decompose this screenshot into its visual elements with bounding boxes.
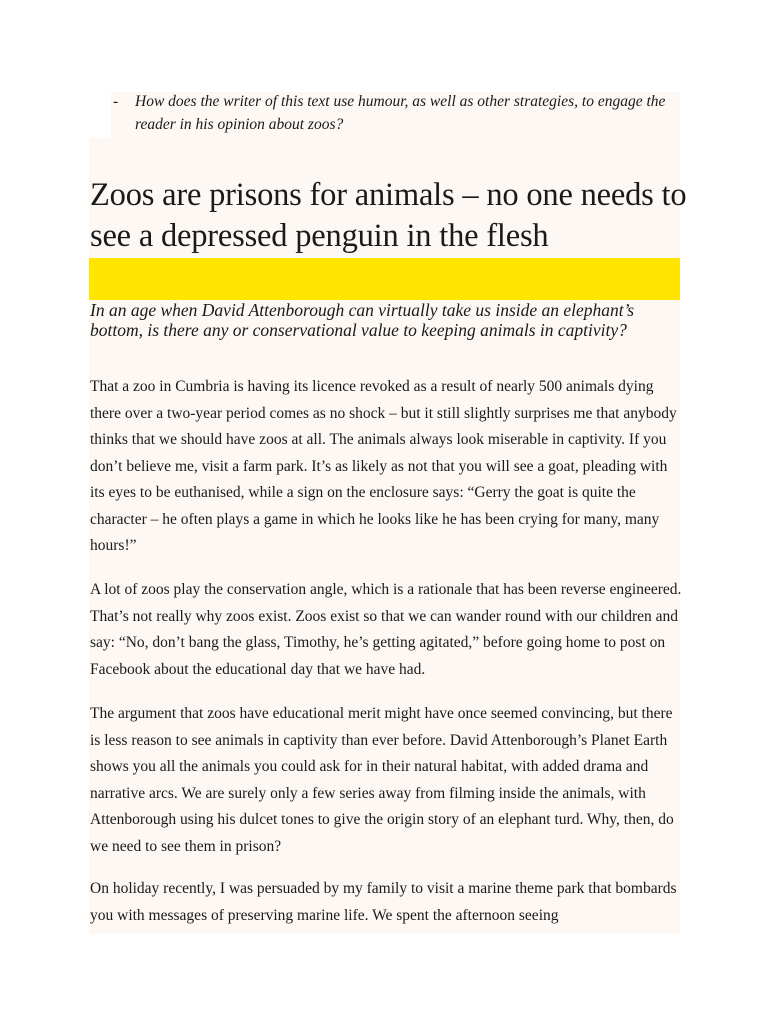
question-bullet: - xyxy=(113,93,119,110)
paragraph-3: The argument that zoos have educational merit might have once seemed convincing, but there is less reason to see animals in captivity than ever before. David Attenborough’s Planet Earth shows you all the animals you could ask for in their natural habitat, with added drama and narrative arcs. We are surely only a few series away from filming inside the animals, with Attenborough using his dulcet tones to give the origin story of an elephant turd. Why, then, do we need to see them in prison? xyxy=(90,705,674,855)
article-headline: Zoos are prisons for animals – no one needs to see a depressed penguin in the flesh xyxy=(90,177,687,254)
panel-clip xyxy=(89,92,689,934)
paragraph-1: That a zoo in Cumbria is having its licence revoked as a result of nearly 500 animals dying there over a two-year period comes as no shock – but it still slightly surprises me that anybody thinks that we should have zoos at all. The animals always look miserable in captivity. If you don’t believe me, visit a farm park. It’s as likely as not that you will see a goat, pleading with its eyes to be euthanised, while a sign on the enclosure says: “Gerry the goat is quite the character – he often plays a game in which he looks like he has been crying for many, many hours!” xyxy=(90,378,677,554)
paragraph-4: On holiday recently, I was persuaded by my family to visit a marine theme park that bombards you with messages of preserving marine life. We spent the afternoon seeing xyxy=(90,880,677,924)
question-text: How does the writer of this text use humour, as well as other strategies, to engage the reader in his opinion about zoos? xyxy=(135,93,666,133)
article-standfirst: In an age when David Attenborough can virtually take us inside an elephant’s bottom, is there any or conservational value to keeping animals in captivity? xyxy=(90,300,635,340)
paragraph-2: A lot of zoos play the conservation angle, which is a rationale that has been reverse engineered. That’s not really why zoos exist. Zoos exist so that we can wander round with our children and say: “No, don’t bang the glass, Timothy, he’s getting agitated,” before going home to post on Facebook about the educational day that we have had. xyxy=(90,581,682,678)
